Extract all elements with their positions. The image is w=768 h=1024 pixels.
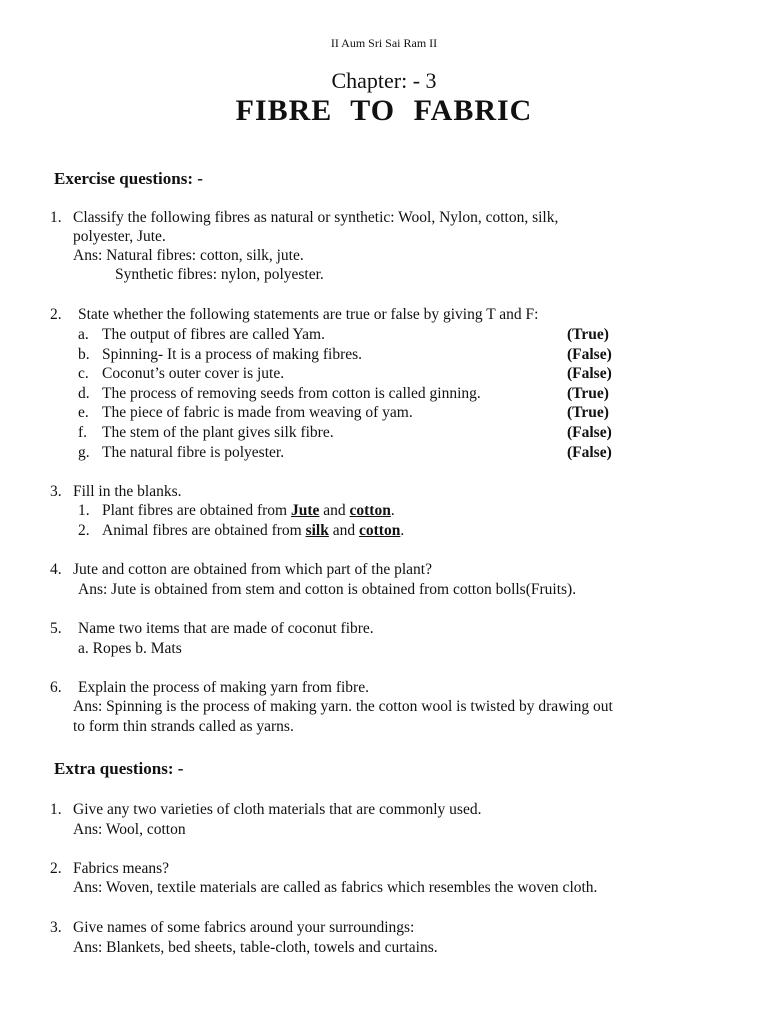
q4-answer: Ans: Jute is obtained from stem and cotton is obtained from cotton bolls(Fruits). (78, 581, 577, 598)
q2-item-answer: (False) (567, 365, 612, 382)
q3-number: 3. (50, 483, 62, 500)
extra-heading: Extra questions: - (54, 759, 184, 778)
q2-item-marker: d. (78, 385, 90, 402)
page-header: II Aum Sri Sai Ram II (330, 36, 438, 50)
q1-line-2: polyester, Jute. (73, 228, 166, 245)
q3-blank-1-answer-1: Jute (290, 502, 320, 519)
q4-text: Jute and cotton are obtained from which part of the plant? (73, 561, 432, 578)
q2-item-text: The natural fibre is polyester. (102, 444, 285, 461)
q3-blank-2-answer-2: cotton (359, 522, 401, 539)
q2-item-answer: (True) (567, 385, 609, 402)
q2-item-marker: b. (78, 346, 90, 363)
exercise-heading: Exercise questions: - (54, 169, 203, 188)
q2-item-marker: e. (78, 404, 89, 421)
q2-item-answer: (False) (567, 444, 612, 461)
q1-answer-1: Ans: Natural fibres: cotton, silk, jute. (73, 247, 304, 264)
q2-item-text: The piece of fabric is made from weaving of yam. (102, 404, 413, 421)
q3-blank-1: Plant fibres are obtained from Jute and cotton. (102, 502, 395, 519)
q3-text: Fill in the blanks. (73, 483, 182, 500)
e3-text: Give names of some fabrics around your surroundings: (73, 919, 415, 936)
q1-answer-2: Synthetic fibres: nylon, polyester. (115, 266, 324, 283)
e1-text: Give any two varieties of cloth materials that are commonly used. (73, 801, 482, 818)
q1-number: 1. (50, 209, 62, 226)
q6-text: Explain the process of making yarn from fibre. (78, 679, 369, 696)
q6-answer-1: Ans: Spinning is the process of making yarn. the cotton wool is twisted by drawing out (73, 698, 613, 715)
q1-line-1: Classify the following fibres as natural or synthetic: Wool, Nylon, cotton, silk, (73, 209, 559, 226)
q2-item-text: The stem of the plant gives silk fibre. (102, 424, 334, 441)
q2-item-marker: g. (78, 444, 90, 461)
q2-item-marker: a. (78, 326, 89, 343)
q3-blank-1-answer-2: cotton (349, 502, 391, 519)
q5-text: Name two items that are made of coconut fibre. (78, 620, 374, 637)
q2-item-text: Coconut’s outer cover is jute. (102, 365, 285, 382)
e2-number: 2. (50, 860, 62, 877)
q2-item-answer: (False) (567, 346, 612, 363)
q2-item-text: Spinning- It is a process of making fibres. (102, 346, 363, 363)
q2-item-text: The process of removing seeds from cotton is called ginning. (102, 385, 481, 402)
q5-answer: a. Ropes b. Mats (78, 640, 182, 657)
q3-blank-1-marker: 1. (78, 502, 90, 519)
q6-answer-2: to form thin strands called as yarns. (73, 718, 294, 735)
q5-number: 5. (50, 620, 62, 637)
q2-text: State whether the following statements are true or false by giving T and F: (78, 306, 539, 323)
q3-blank-2: Animal fibres are obtained from silk and cotton. (102, 522, 405, 539)
q2-number: 2. (50, 306, 62, 323)
q3-blank-2-marker: 2. (78, 522, 90, 539)
e3-number: 3. (50, 919, 62, 936)
e2-answer: Ans: Woven, textile materials are called as fabrics which resembles the woven cloth. (73, 879, 598, 896)
q3-blank-2-answer-1: silk (305, 522, 329, 539)
q6-number: 6. (50, 679, 62, 696)
q2-item-answer: (True) (567, 404, 609, 421)
e1-answer: Ans: Wool, cotton (73, 821, 186, 838)
e2-text: Fabrics means? (73, 860, 169, 877)
q2-item-answer: (False) (567, 424, 612, 441)
q2-item-text: The output of fibres are called Yam. (102, 326, 325, 343)
e1-number: 1. (50, 801, 62, 818)
q2-item-marker: c. (78, 365, 89, 382)
q2-item-marker: f. (78, 424, 88, 441)
q2-item-answer: (True) (567, 326, 609, 343)
chapter-label: Chapter: - 3 (331, 68, 437, 93)
q4-number: 4. (50, 561, 62, 578)
page-title: FIBRE TO FABRIC (235, 94, 533, 127)
e3-answer: Ans: Blankets, bed sheets, table-cloth, towels and curtains. (73, 939, 438, 956)
